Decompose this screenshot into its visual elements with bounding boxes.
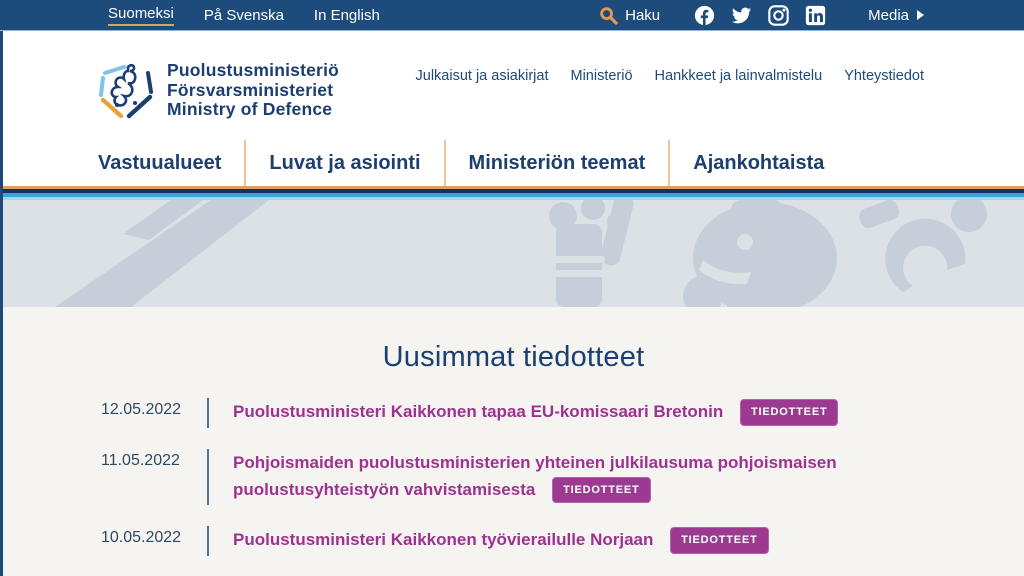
news-row-divider — [207, 398, 209, 428]
news-category-badge[interactable]: TIEDOTTEET — [552, 477, 650, 504]
page-title: Uusimmat tiedotteet — [382, 341, 645, 373]
lang-in-english[interactable]: In English — [313, 6, 380, 24]
media-chevron-right-icon — [917, 10, 924, 20]
main-content — [3, 307, 1024, 576]
hero-banner — [3, 200, 1024, 307]
news-row-divider — [207, 449, 209, 506]
site-header — [3, 31, 1024, 140]
news-text — [233, 449, 888, 506]
topbar-actions — [599, 5, 924, 26]
news-link[interactable]: Pohjoismaiden puolustusministerien yhteinen julkilausuma pohjoismaisen puolustusyhteistyön vahvistamisesta — [233, 452, 837, 499]
ministry-logo[interactable] — [95, 61, 339, 123]
news-date: 10.05.2022 — [101, 529, 182, 547]
lang-pa-svenska[interactable]: På Svenska — [203, 6, 284, 24]
news-date: 11.05.2022 — [101, 451, 180, 469]
link-ministerio[interactable]: Ministeriö — [570, 68, 633, 84]
nav-ajankohtaista[interactable]: Ajankohtaista — [693, 151, 825, 174]
search-icon — [599, 6, 618, 25]
news-text — [233, 398, 838, 428]
news-row-divider — [207, 526, 209, 556]
instagram-icon[interactable] — [768, 5, 789, 26]
nav-luvat-ja-asiointi[interactable]: Luvat ja asiointi — [246, 140, 445, 186]
lion-watermark-image — [3, 200, 1024, 307]
lang-suomeksi[interactable]: Suomeksi — [108, 5, 174, 26]
link-julkaisut[interactable]: Julkaisut ja asiakirjat — [415, 68, 549, 84]
news-date: 12.05.2022 — [101, 401, 182, 418]
logo-wordmark — [167, 61, 339, 120]
link-yhteystiedot[interactable]: Yhteystiedot — [844, 68, 924, 84]
twitter-icon[interactable] — [731, 5, 752, 26]
nav-vastuualueet[interactable]: Vastuualueet — [75, 140, 246, 186]
news-list — [101, 398, 1024, 556]
page-body — [0, 31, 1024, 576]
facebook-icon[interactable] — [694, 5, 715, 26]
search-label: Haku — [625, 6, 661, 24]
news-link[interactable]: Puolustusministeri Kaikkonen työvierailulle Norjaan — [233, 530, 654, 550]
nav-ministerion-teemat[interactable]: Ministeriön teemat — [446, 140, 671, 186]
news-row — [101, 526, 1024, 556]
media-label: Media — [868, 6, 909, 24]
search-button[interactable] — [599, 6, 660, 25]
news-link[interactable]: Puolustusministeri Kaikkonen tapaa EU-komissaari Bretonin — [233, 402, 724, 421]
main-navigation — [3, 140, 1024, 186]
news-category-badge[interactable]: TIEDOTTEET — [670, 527, 768, 554]
logo-line-sv: Försvarsministeriet — [167, 79, 334, 100]
top-bar — [0, 0, 1024, 30]
linkedin-icon[interactable] — [805, 5, 826, 26]
news-text — [233, 526, 769, 556]
secondary-nav — [416, 68, 924, 84]
coat-of-arms-shield-icon — [95, 61, 157, 123]
logo-line-en: Ministry of Defence — [167, 99, 333, 120]
logo-line-fi: Puolustusministeriö — [167, 60, 340, 80]
news-row — [101, 449, 1024, 506]
news-category-badge[interactable]: TIEDOTTEET — [740, 399, 838, 426]
news-row — [101, 398, 1024, 428]
language-switcher — [108, 5, 380, 26]
media-menu[interactable] — [868, 7, 924, 24]
link-hankkeet[interactable]: Hankkeet ja lainvalmistelu — [654, 68, 823, 84]
